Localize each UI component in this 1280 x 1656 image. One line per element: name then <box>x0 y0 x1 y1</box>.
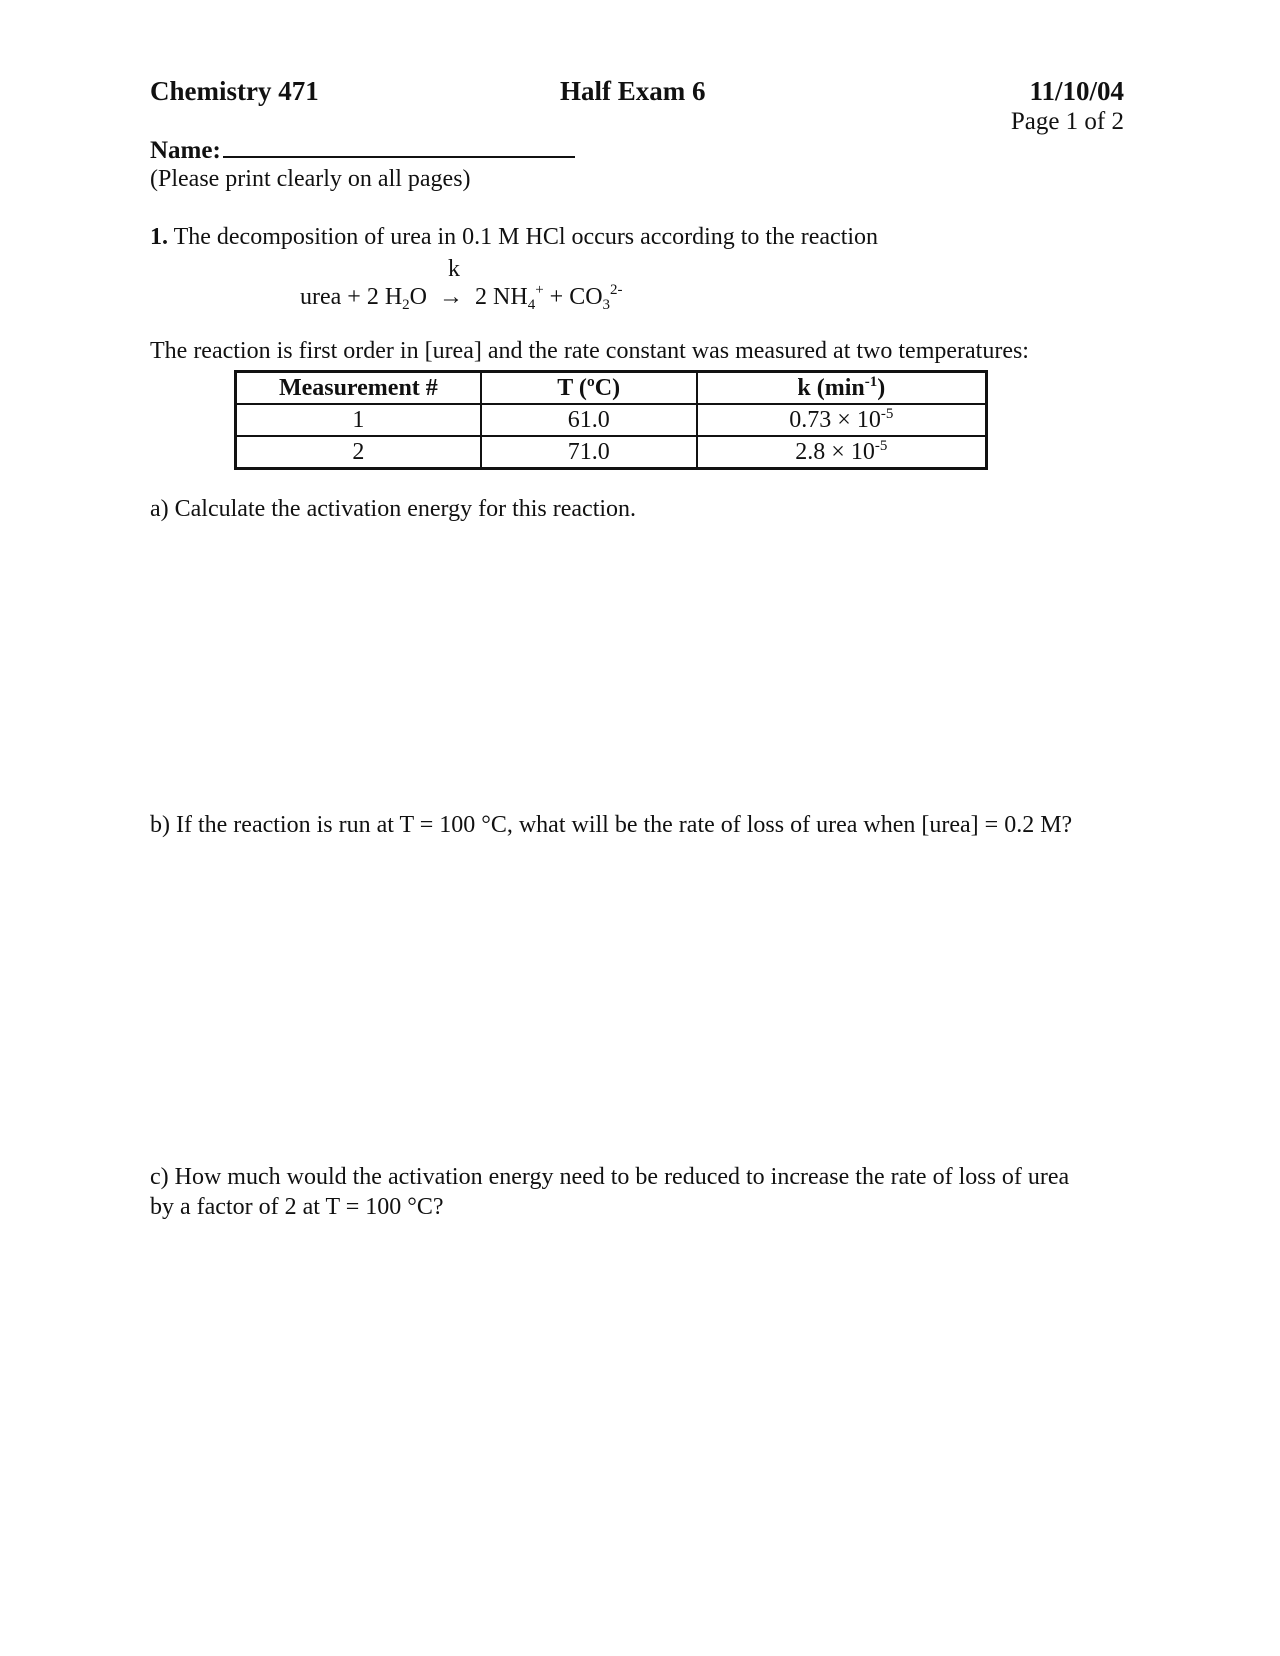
ammonium-charge: + <box>535 282 544 298</box>
table-row <box>236 404 987 436</box>
k-mantissa: 0.73 × 10 <box>789 407 881 433</box>
carbonate-subscript: 3 <box>602 297 611 313</box>
rate-constant-label: k <box>448 256 460 282</box>
name-blank-line <box>223 136 575 158</box>
k-exponent: -5 <box>880 406 894 422</box>
carbonate-charge: 2- <box>610 282 623 298</box>
question-1-number: 1. <box>150 224 168 250</box>
rate-constant-table <box>234 370 988 470</box>
cell-measurement: 1 <box>236 404 481 436</box>
exam-title: Half Exam 6 <box>560 76 706 106</box>
name-field <box>150 136 575 165</box>
cell-rate-constant <box>697 404 987 436</box>
question-1c-line-2: by a factor of 2 at T = 100 °C? <box>150 1194 444 1220</box>
question-1a: a) Calculate the activation energy for this reaction. <box>150 496 637 522</box>
reaction-equation <box>300 256 623 313</box>
header-temperature: T (ºC) <box>481 372 697 405</box>
k-mantissa: 2.8 × 10 <box>795 439 875 465</box>
ammonium-subscript: 4 <box>527 297 536 313</box>
ammonium-text: 2 NH <box>475 284 528 310</box>
h2o-subscript: 2 <box>402 297 410 313</box>
cell-temperature: 71.0 <box>481 436 697 469</box>
table-header-row <box>236 372 987 405</box>
question-1-statement: The reaction is first order in [urea] and the rate constant was measured at two temperatures: <box>150 338 1029 364</box>
header-k-base: k (min <box>797 375 865 401</box>
header-rate-constant <box>697 372 987 405</box>
header-k-exponent: -1 <box>864 374 878 390</box>
header-k-close: ) <box>877 375 886 401</box>
question-1b: b) If the reaction is run at T = 100 °C, what will be the rate of loss of urea when [urea] = 0.2 M? <box>150 812 1073 838</box>
page-number: Page 1 of 2 <box>1010 108 1124 135</box>
reaction-arrow-icon: → <box>439 284 464 310</box>
course-title: Chemistry 471 <box>150 76 319 106</box>
question-1c <box>150 1162 1069 1222</box>
question-1c-line-1: c) How much would the activation energy need to be reduced to increase the rate of loss of urea <box>150 1164 1070 1190</box>
cell-measurement: 2 <box>236 436 481 469</box>
k-exponent: -5 <box>874 438 888 454</box>
cell-rate-constant <box>697 436 987 469</box>
header-measurement: Measurement # <box>236 372 481 405</box>
carbonate-text: + CO <box>543 284 603 310</box>
question-1-intro-text: The decomposition of urea in 0.1 M HCl occurs according to the reaction <box>173 224 879 250</box>
oxygen-text: O <box>409 284 428 310</box>
cell-temperature: 61.0 <box>481 404 697 436</box>
question-1-intro <box>150 224 878 251</box>
reactant-text: urea + 2 H <box>300 284 403 310</box>
exam-date: 11/10/04 <box>1029 76 1124 106</box>
table-row <box>236 436 987 469</box>
name-label: Name: <box>150 137 221 164</box>
print-note: (Please print clearly on all pages) <box>150 166 471 192</box>
equation-line <box>300 282 623 314</box>
